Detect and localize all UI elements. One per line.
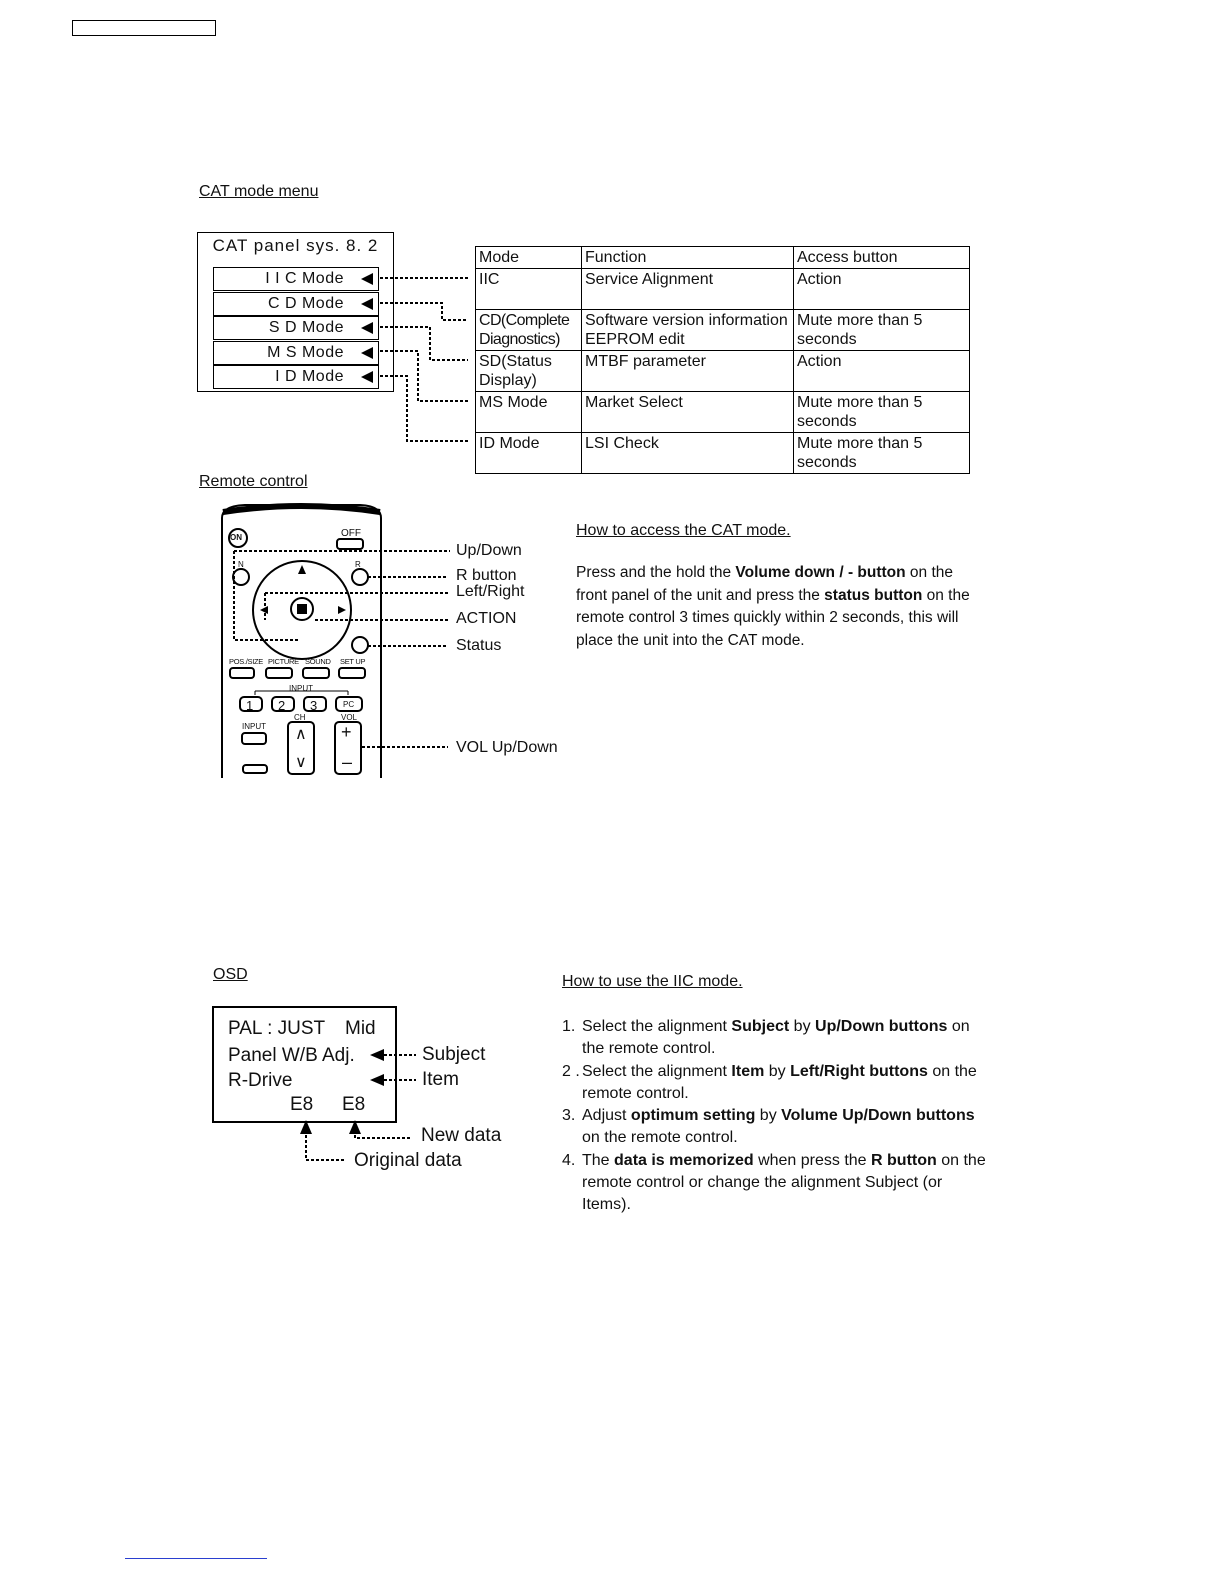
step-number: 3. — [562, 1107, 576, 1125]
on-button-label[interactable]: ON — [230, 533, 242, 542]
mode-label: I D Mode — [275, 368, 344, 385]
access-bold: Volume down / - button — [735, 564, 906, 581]
vol-label: VOL — [341, 713, 358, 722]
step-bold: Volume Up/Down buttons — [781, 1107, 975, 1125]
osd-line-1b: Mid — [345, 1018, 376, 1039]
step-text: Select the alignment — [582, 1018, 732, 1035]
input-group-label: INPUT — [289, 684, 313, 693]
step-text: Adjust — [582, 1107, 631, 1125]
ch-down-icon[interactable]: ∨ — [295, 754, 307, 771]
access-text: on the remote control 3 times quickly within 2 seconds, this will place the unit into the CAT mode. — [576, 586, 970, 649]
step-bold: Left/Right buttons — [790, 1062, 928, 1080]
cat-menu-heading: CAT mode menu — [199, 183, 319, 200]
table-cell: Mute more than 5 seconds — [794, 392, 970, 433]
osd-new-value: E8 — [342, 1094, 366, 1115]
table-cell: CD(Complete Diagnostics) — [476, 310, 582, 351]
osd-heading: OSD — [213, 966, 248, 983]
mode-table — [475, 246, 970, 474]
key-3[interactable]: 3 — [310, 698, 318, 713]
footer-link-underline[interactable] — [125, 1558, 267, 1559]
step-bold: data is memorized — [614, 1151, 754, 1169]
off-button-label[interactable]: OFF — [341, 528, 361, 539]
step-text: The — [582, 1151, 615, 1169]
step-text: by — [755, 1107, 782, 1125]
mode-label: S D Mode — [268, 319, 344, 336]
vol-plus-icon[interactable]: + — [341, 722, 352, 742]
table-row — [476, 392, 970, 433]
mode-label: I I C Mode — [265, 270, 344, 287]
step-bold: Item — [731, 1062, 765, 1080]
table-cell: ID Mode — [476, 433, 582, 474]
table-cell: Mute more than 5 seconds — [794, 433, 970, 474]
access-text: Press and the hold the — [576, 564, 736, 581]
r-button-label[interactable]: R — [355, 560, 361, 569]
table-header-row — [476, 247, 970, 269]
access-heading: How to access the CAT mode. — [576, 522, 791, 539]
pc-key[interactable]: PC — [343, 700, 355, 709]
table-cell: Mute more than 5 seconds — [794, 310, 970, 351]
table-row — [476, 433, 970, 474]
key-1[interactable]: 1 — [246, 698, 254, 713]
step-text: by — [764, 1062, 791, 1080]
step-bold: Up/Down buttons — [815, 1018, 948, 1035]
osd-screen — [212, 1006, 397, 1123]
access-bold: status button — [824, 586, 923, 604]
step-text: on the remote control or change the alignment Subject (or Items). — [582, 1151, 986, 1214]
r-button-callout: R button — [456, 567, 517, 584]
table-cell: MS Mode — [476, 392, 582, 433]
header-cell: Function — [582, 247, 794, 269]
table-cell: Action — [794, 351, 970, 392]
ch-label: CH — [294, 713, 306, 722]
setup-label: SET UP — [340, 657, 366, 666]
item-callout: Item — [422, 1069, 459, 1090]
action-label: ACTION — [456, 610, 517, 627]
ch-up-icon[interactable]: ∧ — [295, 726, 307, 743]
step-3 — [562, 1105, 992, 1150]
step-text: on the remote control. — [582, 1062, 977, 1102]
step-bold: optimum setting — [630, 1107, 756, 1125]
cat-panel-title: CAT panel sys. 8. 2 — [212, 236, 379, 255]
step-number: 4. — [562, 1151, 576, 1169]
n-button-label[interactable]: N — [238, 560, 244, 569]
table-row — [476, 351, 970, 392]
table-cell: Service Alignment — [582, 269, 794, 310]
step-bold: Subject — [731, 1018, 790, 1035]
original-data-callout: Original data — [354, 1150, 462, 1171]
table-cell: Action — [794, 269, 970, 310]
osd-line-3: R-Drive — [228, 1070, 293, 1091]
step-bold: R button — [871, 1151, 937, 1169]
sound-label: SOUND — [305, 657, 331, 666]
input-button-label[interactable]: INPUT — [242, 722, 266, 731]
table-cell: Software version information EEPROM edit — [582, 310, 794, 351]
table-row — [476, 310, 970, 351]
table-cell: IIC — [476, 269, 582, 310]
updown-label: Up/Down — [456, 542, 522, 559]
picture-label: PICTURE — [268, 657, 299, 666]
table-cell: LSI Check — [582, 433, 794, 474]
subject-callout: Subject — [422, 1044, 486, 1065]
table-row — [476, 269, 970, 310]
header-cell: Access button — [794, 247, 970, 269]
step-text: when press the — [753, 1151, 872, 1169]
table-cell: MTBF parameter — [582, 351, 794, 392]
osd-line-2: Panel W/B Adj. — [228, 1045, 355, 1066]
step-1 — [562, 1016, 992, 1061]
vol-minus-icon[interactable]: – — [342, 752, 353, 772]
step-text: on the remote control. — [582, 1129, 738, 1147]
iic-heading: How to use the IIC mode. — [562, 973, 743, 990]
table-cell: Market Select — [582, 392, 794, 433]
pos-size-label: POS./SIZE — [229, 657, 263, 666]
iic-steps — [562, 1016, 992, 1217]
key-2[interactable]: 2 — [278, 698, 286, 713]
step-number: 2 . — [562, 1062, 580, 1080]
step-text: on the remote control. — [582, 1018, 970, 1058]
step-4 — [562, 1150, 992, 1217]
status-label: Status — [456, 637, 502, 654]
access-text: on the front panel of the unit and press the — [576, 564, 954, 604]
step-number: 1. — [562, 1018, 576, 1035]
header-cell: Mode — [476, 247, 582, 269]
access-paragraph — [576, 562, 986, 652]
leftright-label: Left/Right — [456, 583, 525, 600]
table-cell: SD(Status Display) — [476, 351, 582, 392]
mode-label: C D Mode — [267, 295, 344, 312]
step-text: by — [789, 1018, 816, 1035]
remote-heading: Remote control — [199, 473, 308, 490]
vol-updown-label: VOL Up/Down — [456, 739, 558, 756]
new-data-callout: New data — [421, 1125, 502, 1146]
step-2 — [562, 1061, 992, 1106]
step-text: Select the alignment — [582, 1062, 732, 1080]
mode-label: M S Mode — [267, 344, 344, 361]
osd-line-1a: PAL : JUST — [228, 1018, 326, 1039]
osd-original-value: E8 — [290, 1094, 314, 1115]
